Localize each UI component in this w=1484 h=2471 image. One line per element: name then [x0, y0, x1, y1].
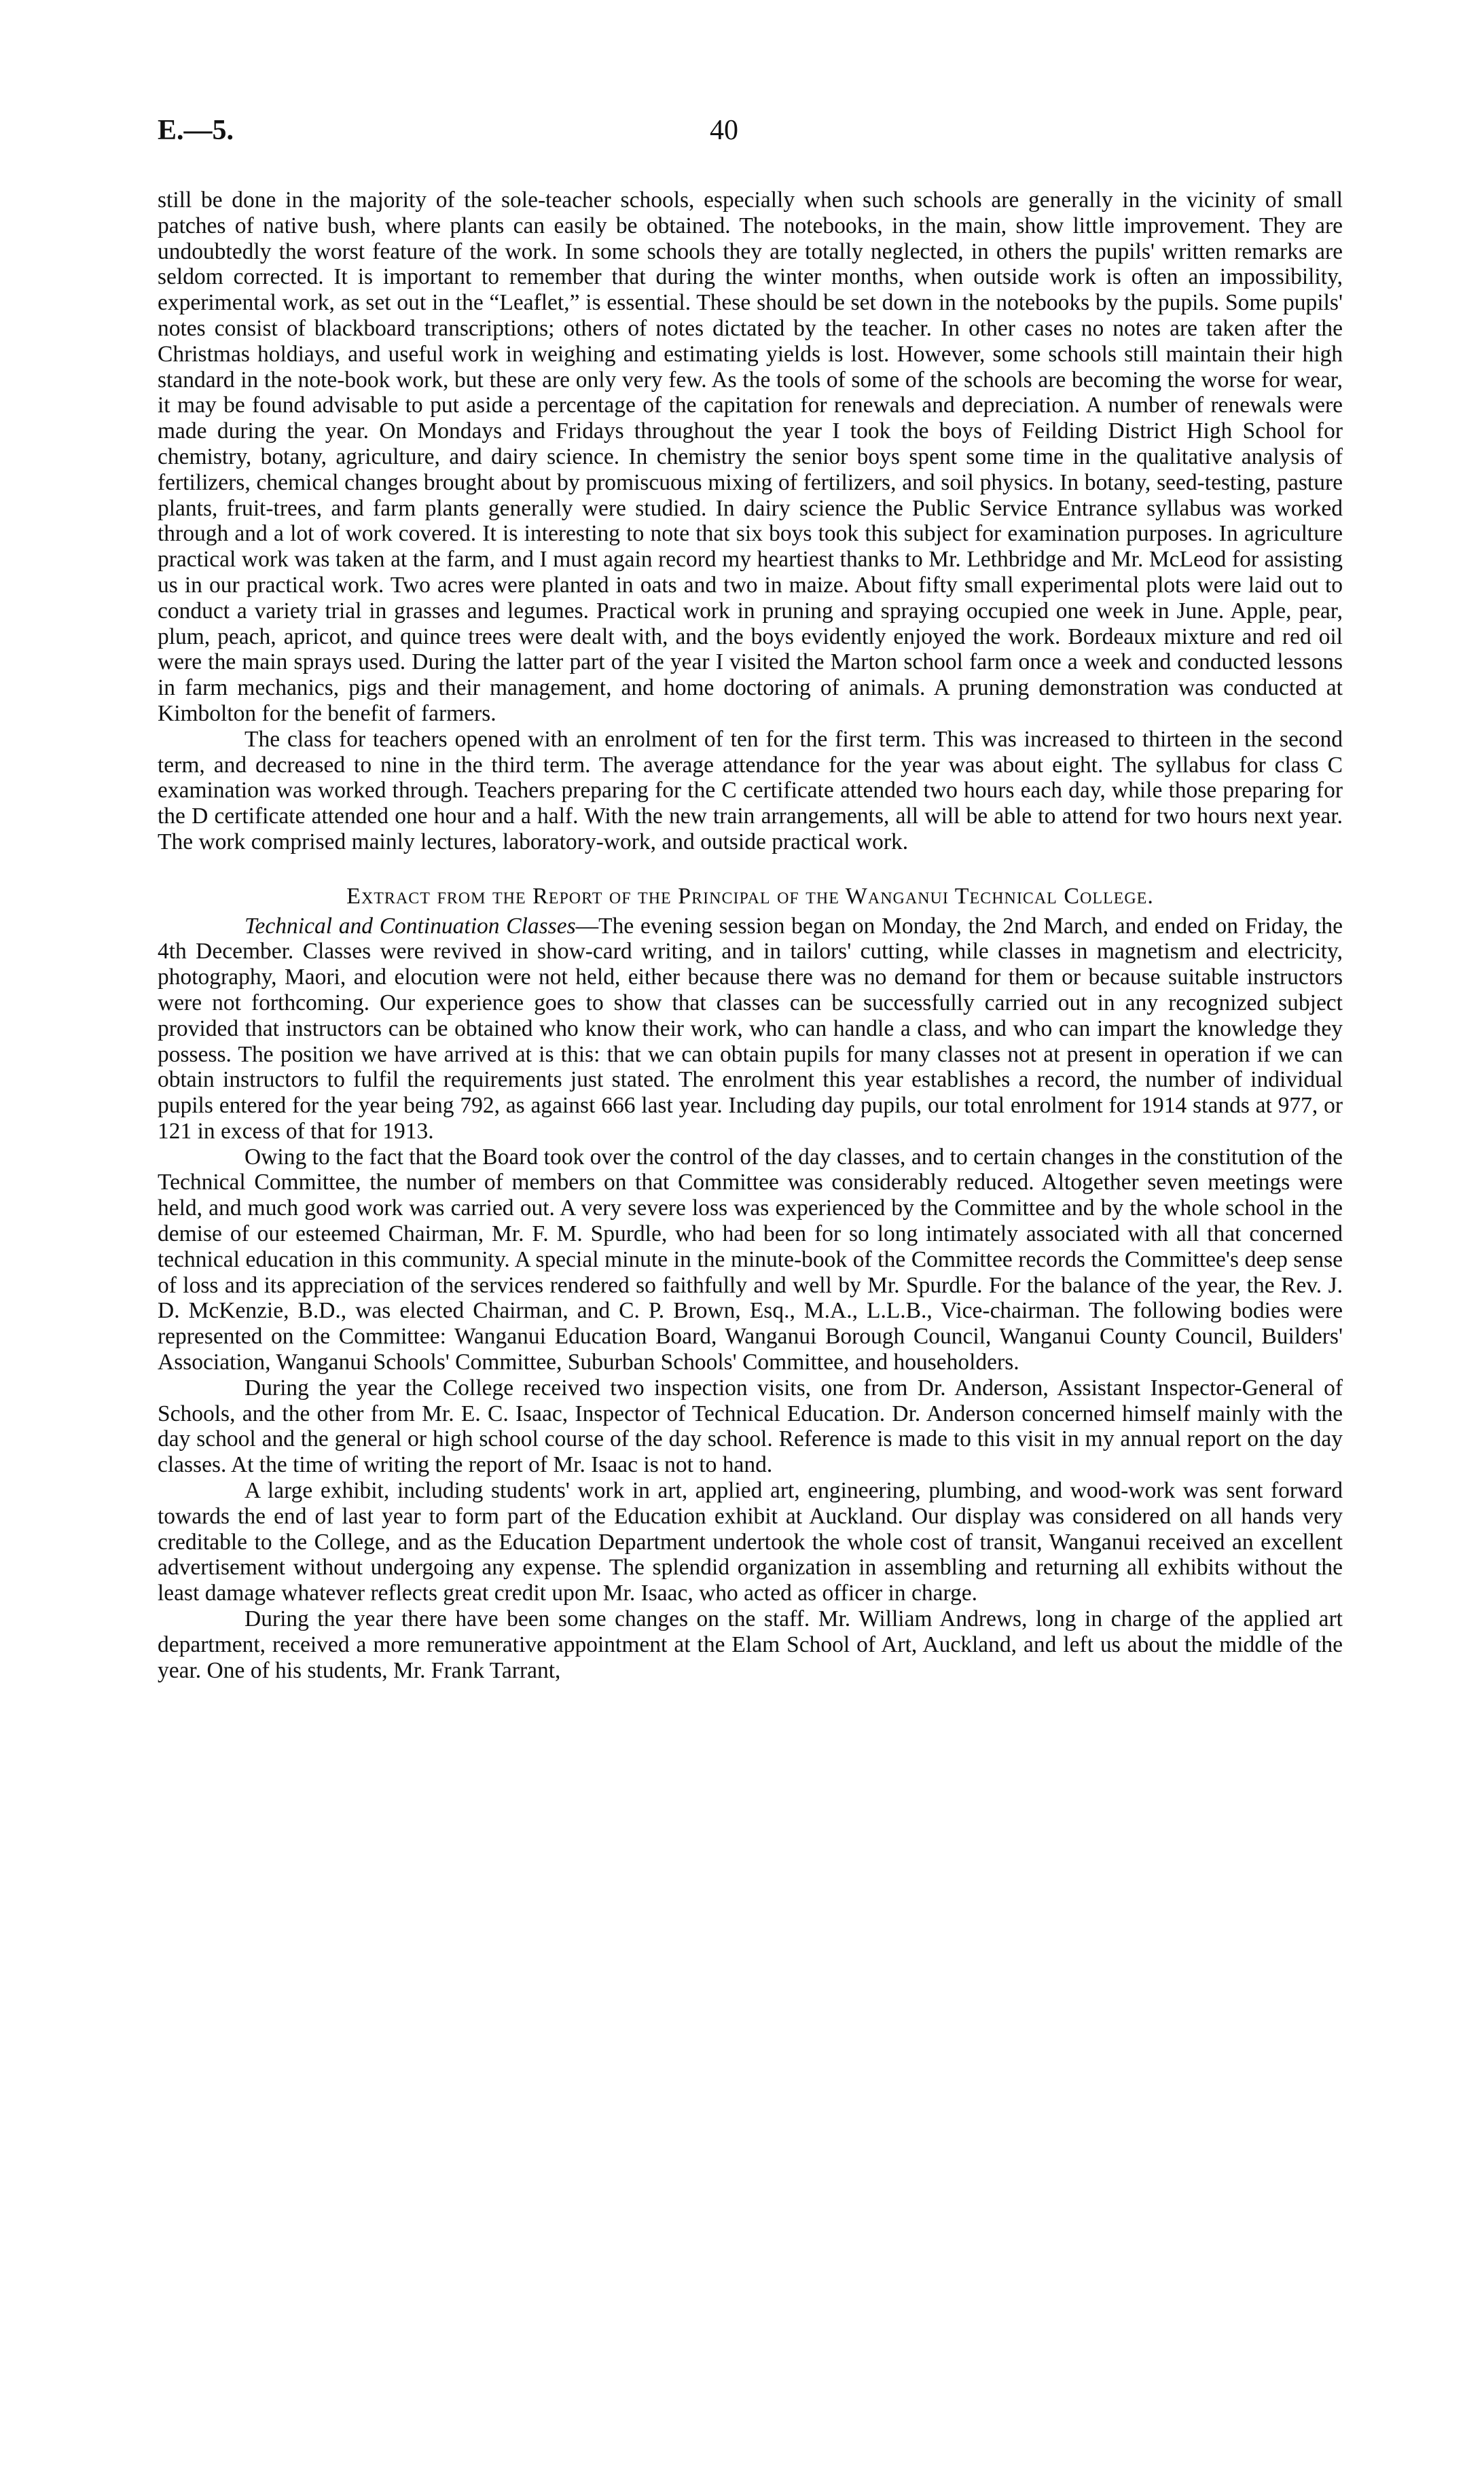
paragraph: During the year the College received two inspection visits, one from Dr. Anderson, Assistant Inspector-General of Schools, and the other from Mr. E. C. Isaac, Inspector of Technical Education. Dr. Anderson concerned himself mainly with the day school and the general or high school course of the day school. Reference is made to this visit in my annual report on the day classes. At the time of writing the report of Mr. Isaac is not to hand.	[158, 1375, 1343, 1478]
page-number: 40	[710, 115, 738, 146]
paragraph: The class for teachers opened with an enrolment of ten for the first term. This was increased to thirteen in the second term, and decreased to nine in the third term. The average attendance for the year was about eight. The syllabus for class C examination was worked through. Teachers preparing for the C certificate attended two hours each day, while those preparing for the D certificate attended one hour and a half. With the new train arrangements, all will be able to attend for two hours next year. The work comprised mainly lectures, laboratory-work, and outside practical work.	[158, 726, 1343, 854]
page-body	[158, 187, 1343, 1683]
document-reference: E.—5.	[158, 115, 234, 146]
paragraph: Owing to the fact that the Board took over the control of the day classes, and to certain changes in the constitution of the Technical Committee, the number of members on that Committee was considerably reduced. Altogether seven meetings were held, and much good work was carried out. A very severe loss was experienced by the Committee and by the whole school in the demise of our esteemed Chairman, Mr. F. M. Spurdle, who had been for so long intimately associated with all that concerned technical education in this community. A special minute in the minute-book of the Committee records the Committee's deep sense of loss and its appreciation of the services rendered so faithfully and well by Mr. Spurdle. For the balance of the year, the Rev. J. D. McKenzie, B.D., was elected Chairman, and C. P. Brown, Esq., M.A., L.L.B., Vice-chairman. The following bodies were represented on the Committee: Wanganui Education Board, Wanganui Borough Council, Wanganui County Council, Builders' Association, Wanganui Schools' Committee, Suburban Schools' Committee, and householders.	[158, 1144, 1343, 1375]
paragraph-technical-classes	[158, 914, 1343, 1144]
paragraph: still be done in the majority of the sole-teacher schools, especially when such schools are generally in the vicinity of small patches of native bush, where plants can easily be obtained. The notebooks, in the main, show little improvement. They are undoubtedly the worst feature of the work. In some schools they are totally neglected, in others the pupils' written remarks are seldom corrected. It is important to remember that during the winter months, when outside work is often an impossibility, experimental work, as set out in the “Leaflet,” is essential. These should be set down in the notebooks by the pupils. Some pupils' notes consist of blackboard transcriptions; others of notes dictated by the teacher. In other cases no notes are taken after the Christmas holdiays, and useful work in weighing and estimating yields is lost. However, some schools still maintain their high standard in the note-book work, but these are only very few. As the tools of some of the schools are becoming the worse for wear, it may be found advisable to put aside a percentage of the capitation for renewals and depreciation. A number of renewals were made during the year. On Mondays and Fridays throughout the year I took the boys of Feilding District High School for chemistry, botany, agriculture, and dairy science. In chemistry the senior boys spent some time in the qualitative analysis of fertilizers, chemical changes brought about by promiscuous mixing of fertilizers, and soil physics. In botany, seed-testing, pasture plants, fruit-trees, and farm plants generally were studied. In dairy science the Public Service Entrance syllabus was worked through and a lot of work covered. It is interesting to note that six boys took this subject for examination purposes. In agriculture practical work was taken at the farm, and I must again record my heartiest thanks to Mr. Lethbridge and Mr. McLeod for assisting us in our practical work. Two acres were planted in oats and two in maize. About fifty small experimental plots were laid out to conduct a variety trial in grasses and legumes. Practical work in pruning and spraying occupied one week in June. Apple, pear, plum, peach, apricot, and quince trees were dealt with, and the boys evidently enjoyed the work. Bordeaux mixture and red oil were the main sprays used. During the latter part of the year I visited the Marton school farm once a week and conducted lessons in farm mechanics, pigs and their management, and home doctoring of animals. A pruning demonstration was conducted at Kimbolton for the benefit of farmers.	[158, 187, 1343, 726]
paragraph: A large exhibit, including students' work in art, applied art, engineering, plumbing, and wood-work was sent forward towards the end of last year to form part of the Education exhibit at Auckland. Our display was considered on all hands very creditable to the College, and as the Education Department undertook the whole cost of transit, Wanganui received an excellent advertisement without undergoing any expense. The splendid organization in assembling and returning all exhibits without the least damage whatever reflects great credit upon Mr. Isaac, who acted as officer in charge.	[158, 1478, 1343, 1606]
paragraph-text: —The evening session began on Monday, the 2nd March, and ended on Friday, the 4th December. Classes were revived in show-card writing, and in tailors' cutting, while classes in magnetism and electricity, photography, Maori, and elocution were not held, either because there was no demand for them or because suitable instructors were not forthcoming. Our experience goes to show that classes can be successfully carried out in any recognized subject provided that instructors can be obtained who know their work, who can handle a class, and who can impart the knowledge they possess. The position we have arrived at is this: that we can obtain pupils for many classes not at present in operation if we can obtain instructors to fulfil the requirements just stated. The enrolment this year establishes a record, the number of individual pupils entered for the year being 792, as against 666 last year. Including day pupils, our total enrolment for 1914 stands at 977, or 121 in excess of that for 1913.	[158, 913, 1343, 1144]
section-heading: Extract from the Report of the Principal of the Wanganui Technical College.	[346, 883, 1154, 909]
paragraph-lead: Technical and Continuation Classes	[245, 913, 576, 939]
paragraph: During the year there have been some changes on the staff. Mr. William Andrews, long in charge of the applied art department, received a more remunerative appointment at the Elam School of Art, Auckland, and left us about the middle of the year. One of his students, Mr. Frank Tarrant,	[158, 1606, 1343, 1683]
